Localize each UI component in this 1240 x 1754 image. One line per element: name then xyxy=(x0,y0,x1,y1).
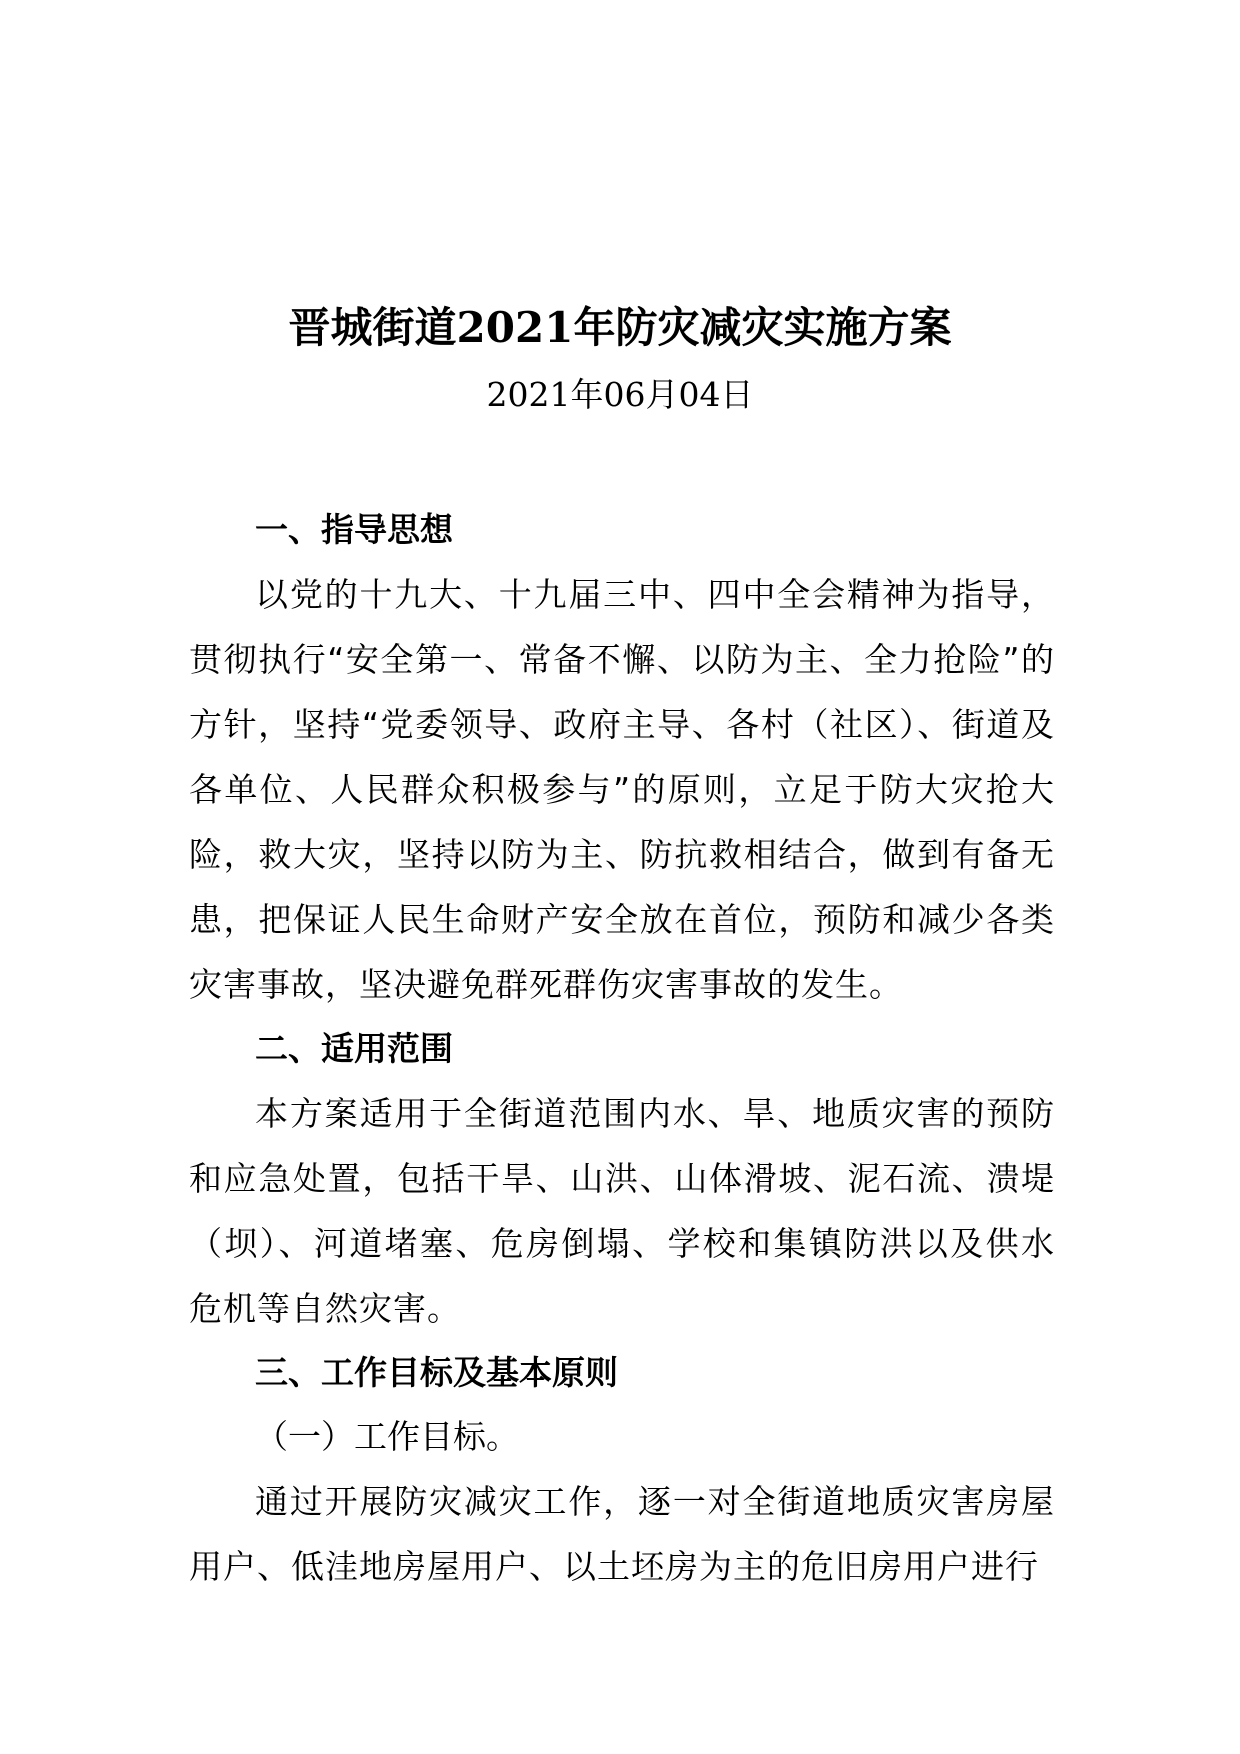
guiding-ideology-paragraph: 以党的十九大、十九届三中、四中全会精神为指导，贯彻执行“安全第一、常备不懈、以防为主、全力抢险”的方针，坚持“党委领导、政府主导、各村（社区）、街道及各单位、人民群众积极参与”的原则，立足于防大灾抢大险，救大灾，坚持以防为主、防抗救相结合，做到有备无患，把保证人民生命财产安全放在首位，预防和减少各类灾害事故，坚决避免群死群伤灾害事故的发生。 xyxy=(189,575,1055,1004)
work-goals-paragraph: 通过开展防灾减灾工作，逐一对全街道地质灾害房屋用户、低洼地房屋用户、以土坯房为主的危旧房用户进行 xyxy=(189,1482,1055,1586)
scope-paragraph: 本方案适用于全街道范围内水、旱、地质灾害的预防和应急处置，包括干旱、山洪、山体滑坡、泥石流、溃堤（坝）、河道堵塞、危房倒塌、学校和集镇防洪以及供水危机等自然灾害。 xyxy=(189,1094,1055,1328)
document-body xyxy=(189,498,1055,1599)
document-date: 2021年06月04日 xyxy=(486,375,754,414)
document-title: 晋城街道2021年防灾减灾实施方案 xyxy=(288,303,952,352)
section-heading-scope: 二、适用范围 xyxy=(255,1029,453,1068)
section-heading-guiding-ideology: 一、指导思想 xyxy=(255,510,453,549)
subheading-work-goals: （一）工作目标。 xyxy=(255,1417,519,1456)
section-heading-goals-principles: 三、工作目标及基本原则 xyxy=(255,1353,618,1392)
